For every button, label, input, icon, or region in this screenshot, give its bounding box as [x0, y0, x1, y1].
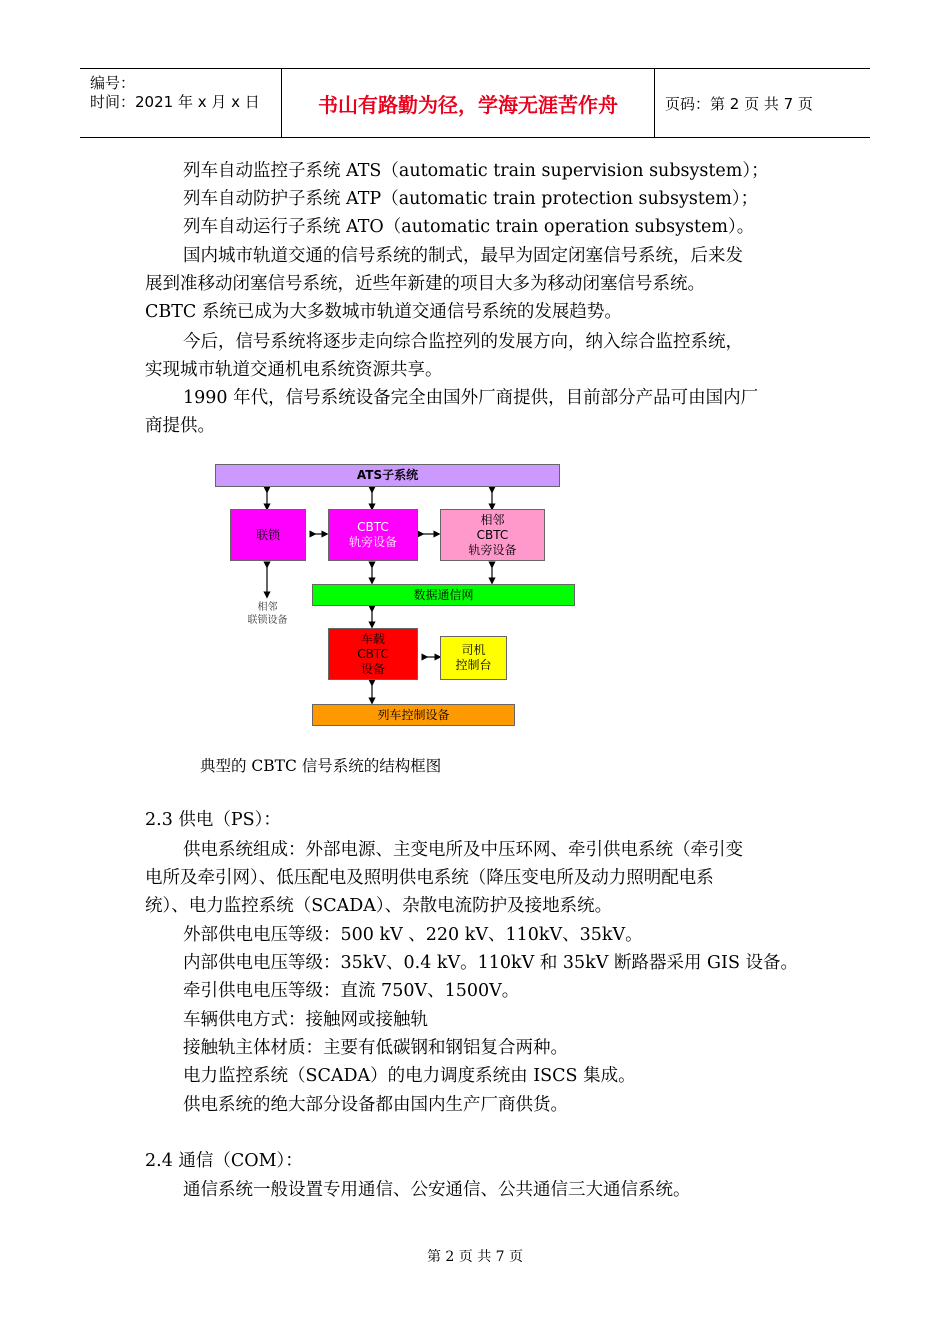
box-cbtc-trackside-label: CBTC 轨旁设备 — [348, 520, 397, 549]
ps-traction-voltage: 牵引供电电压等级：直流 750V、1500V。 — [183, 981, 520, 1001]
ps-vehicle-supply: 车辆供电方式：接触网或接触轨 — [183, 1010, 428, 1030]
header-meta — [80, 69, 282, 137]
box-ats — [215, 464, 560, 487]
section-2-4-heading: 2.4 通信（COM）： — [145, 1151, 303, 1171]
para-future-2: 实现城市轨道交通机电系统资源共享。 — [145, 360, 443, 380]
para-signal-2: 展到准移动闭塞信号系统，近些年新建的项目大多为移动闭塞信号系统。 — [145, 274, 705, 294]
box-train-control-label: 列车控制设备 — [377, 707, 450, 722]
page-footer: 第 2 页 共 7 页 — [426, 1249, 524, 1265]
box-ats-label: ATS子系统 — [356, 468, 419, 482]
box-driver-console — [440, 636, 507, 680]
line-atp: 列车自动防护子系统 ATP（automatic train protection subsystem）； — [183, 189, 759, 209]
section-2-3-heading: 2.3 供电（PS）： — [145, 810, 281, 830]
ps-rail-material: 接触轨主体材质：主要有低碳钢和钢铝复合两种。 — [183, 1038, 568, 1058]
box-train-control — [312, 704, 515, 726]
header-motto: 书山有路勤为径，学海无涯苦作舟 — [318, 92, 618, 117]
ps-composition-1: 供电系统组成：外部电源、主变电所及中压环网、牵引供电系统（牵引变 — [183, 840, 743, 860]
box-dcs-label: 数据通信网 — [413, 587, 474, 602]
box-interlock — [230, 509, 306, 561]
cbtc-structure-diagram — [200, 455, 600, 740]
header-motto-cell — [282, 69, 655, 137]
box-dcs — [312, 584, 575, 606]
ps-composition-2: 电所及牵引网）、低压配电及照明供电系统（降压变电所及动力照明配电系 — [145, 868, 714, 888]
para-1990-2: 商提供。 — [145, 416, 215, 436]
label-adj-interlock: 相邻 联锁设备 — [247, 602, 288, 626]
com-description: 通信系统一般设置专用通信、公安通信、公共通信三大通信系统。 — [183, 1180, 691, 1200]
para-1990-1: 1990 年代，信号系统设备完全由国外厂商提供，目前部分产品可由国内厂 — [183, 388, 759, 408]
box-cbtc-trackside — [328, 509, 418, 561]
para-signal-3: CBTC 系统已成为大多数城市轨道交通信号系统的发展趋势。 — [145, 302, 622, 322]
para-signal-1: 国内城市轨道交通的信号系统的制式，最早为固定闭塞信号系统，后来发 — [183, 246, 743, 266]
doc-number: 编号： — [90, 74, 136, 92]
box-onboard-cbtc — [328, 628, 418, 680]
ps-composition-3: 统）、电力监控系统（SCADA）、杂散电流防护及接地系统。 — [145, 896, 613, 916]
page-header — [80, 68, 870, 138]
ps-internal-voltage: 内部供电电压等级：35kV、0.4 kV。110kV 和 35kV 断路器采用 GIS 设备。 — [183, 953, 798, 973]
line-ats: 列车自动监控子系统 ATS（automatic train supervision subsystem）； — [183, 161, 769, 181]
para-future-1: 今后，信号系统将逐步走向综合监控列的发展方向，纳入综合监控系统， — [183, 332, 743, 352]
ps-suppliers: 供电系统的绝大部分设备都由国内生产厂商供货。 — [183, 1095, 568, 1115]
box-interlock-label: 联锁 — [255, 527, 280, 542]
header-page-number: 页码：第 2 页 共 7 页 — [665, 94, 813, 113]
diagram-caption: 典型的 CBTC 信号系统的结构框图 — [200, 757, 442, 775]
box-adj-cbtc — [440, 509, 545, 561]
line-ato: 列车自动运行子系统 ATO（automatic train operation subsystem）。 — [183, 217, 755, 237]
doc-date: 时间：2021 年 x 月 x 日 — [90, 93, 260, 111]
header-page-cell — [655, 69, 870, 137]
box-adj-cbtc-label: 相邻 CBTC 轨旁设备 — [468, 512, 517, 557]
box-onboard-label: 车载 CBTC 设备 — [357, 631, 389, 676]
ps-external-voltage: 外部供电电压等级：500 kV 、220 kV、110kV、35kV。 — [183, 925, 643, 945]
box-driver-label: 司机 控制台 — [455, 643, 492, 672]
ps-scada: 电力监控系统（SCADA）的电力调度系统由 ISCS 集成。 — [183, 1066, 636, 1086]
